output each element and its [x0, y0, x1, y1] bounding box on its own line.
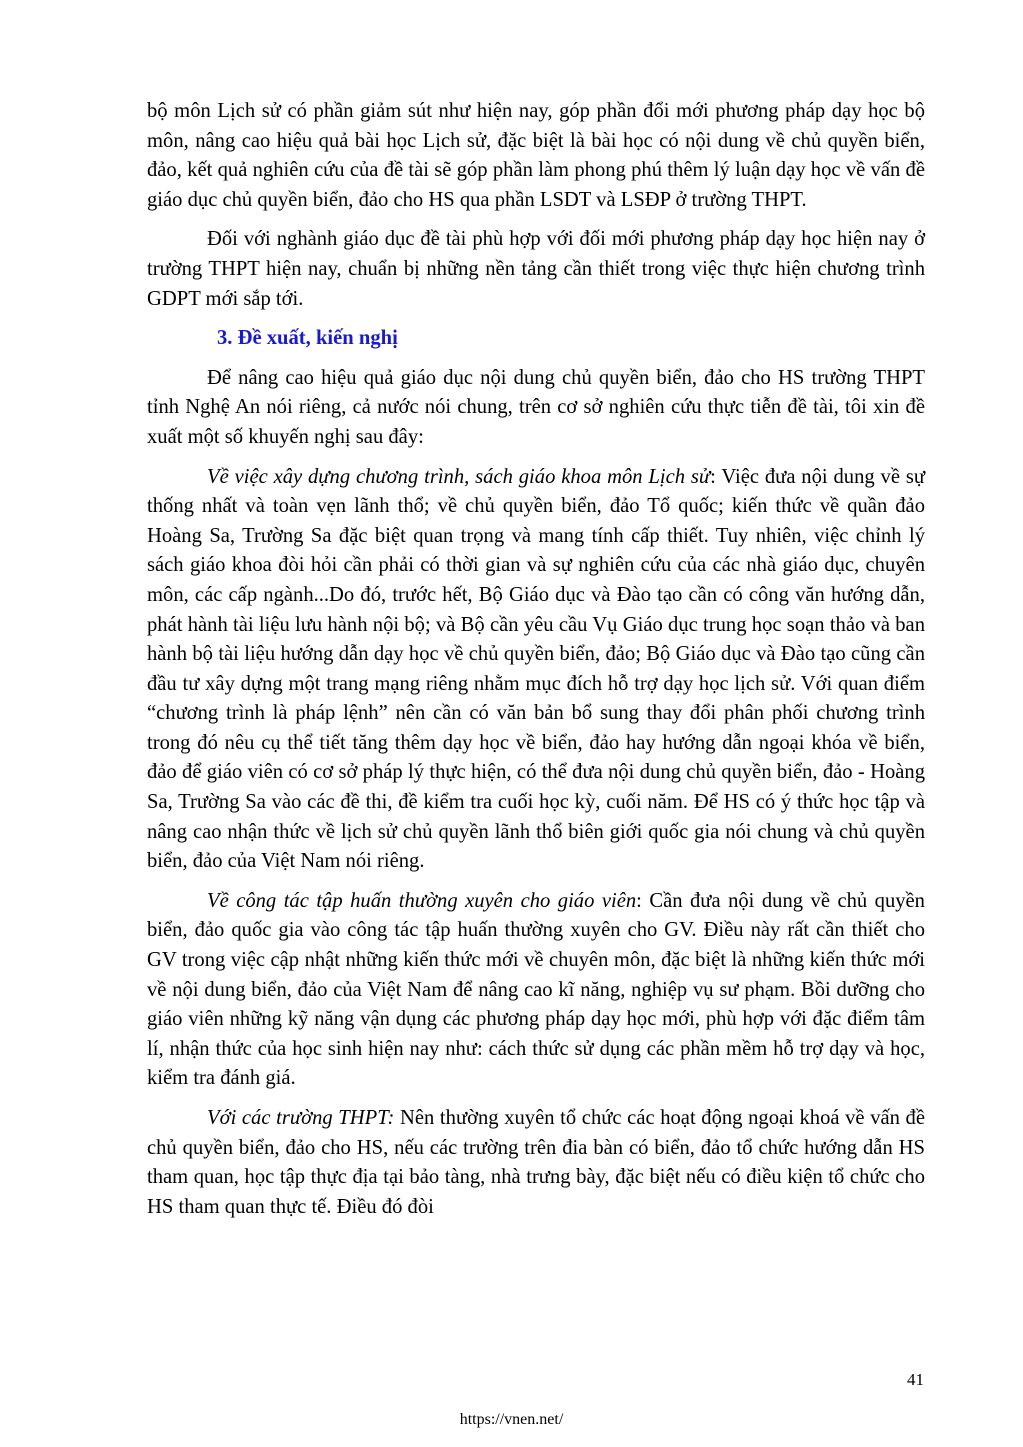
- paragraph-curriculum: [147, 463, 925, 877]
- paragraph-curriculum-lead: Về việc xây dựng chương trình, sách giáo khoa môn Lịch sử: [207, 465, 711, 488]
- paragraph-high-schools-lead: Với các trường THPT:: [207, 1107, 395, 1129]
- section-heading-proposals: 3. Đề xuất, kiến nghị: [217, 327, 398, 350]
- footer-url: https://vnen.net/: [459, 1411, 564, 1428]
- paragraph-curriculum-body: : Việc đưa nội dung về sự thống nhất và toàn vẹn lãnh thổ; về chủ quyền biển, đảo Tổ quốc; kiến thức về quần đảo Hoàng Sa, Trường Sa đặc biệt quan trọng và mang tính cấp thiết. Tuy nhiên, việc chỉnh lý sách giáo khoa đòi hỏi cần phải có thời gian và sự nghiên cứu của các nhà giáo dục, chuyên môn, các cấp ngành...Do đó, trước hết, Bộ Giáo dục và Đào tạo cần có công văn hướng dẫn, phát hành tài liệu lưu hành nội bộ; và Bộ cần yêu cầu Vụ Giáo dục trung học soạn thảo và ban hành bộ tài liệu hướng dẫn dạy học về chủ quyền biển, đảo; Bộ Giáo dục và Đào tạo cũng cần đầu tư xây dựng một trang mạng riêng nhằm mục đích hỗ trợ dạy học lịch sử. Với quan điểm “chương trình là pháp lệnh” nên cần có văn bản bổ sung thay đổi phân phối chương trình trong đó nêu cụ thể tiết tăng thêm dạy học về biển, đảo hay hướng dẫn ngoại khóa về biển, đảo để giáo viên có cơ sở pháp lý thực hiện, có thể đưa nội dung chủ quyền biển, đảo - Hoàng Sa, Trường Sa vào các đề thi, đề kiểm tra cuối học kỳ, cuối năm. Để HS có ý thức học tập và nâng cao nhận thức về lịch sử chủ quyền lãnh thổ biên giới quốc gia nói chung và chủ quyền biển, đảo của Việt Nam nói riêng.: [147, 465, 925, 873]
- paragraph-teacher-training: [147, 887, 925, 1094]
- document-page: [147, 97, 925, 1232]
- paragraph-teacher-training-body: : Cần đưa nội dung về chủ quyền biển, đảo quốc gia vào công tác tập huấn thường xuyên cho GV. Điều này rất cần thiết cho GV trong việc cập nhật những kiến thức mới về chuyên môn, đặc biệt là những kiến thức mới về nội dung biển, đảo của Việt Nam để nâng cao kĩ năng, nghiệp vụ sư phạm. Bồi dưỡng cho giáo viên những kỹ năng vận dụng các phương pháp dạy học mới, phù hợp với đặc điểm tâm lí, nhận thức của học sinh hiện nay như: cách thức sử dụng các phần mềm hỗ trợ dạy và học, kiểm tra đánh giá.: [147, 889, 925, 1090]
- paragraph-high-schools-body: Nên thường xuyên tổ chức các hoạt động ngoại khoá về vấn đề chủ quyền biển, đảo cho HS, nếu các trường trên đia bàn có biển, đảo tổ chức hướng dẫn HS tham quan, học tập thực địa tại bảo tàng, nhà trưng bày, đặc biệt nếu có điều kiện tổ chức cho HS tham quan thực tế. Điều đó đòi: [147, 1107, 925, 1218]
- page-number: 41: [907, 1370, 924, 1389]
- paragraph-high-schools: [147, 1104, 925, 1222]
- paragraph-teacher-training-lead: Về công tác tập huấn thường xuyên cho giáo viên: [207, 889, 637, 912]
- paragraph-education-sector: Đối với nghành giáo dục đề tài phù hợp với đối mới phương pháp dạy học hiện nay ở trường THPT hiện nay, chuẩn bị những nền tảng cần thiết trong việc thực hiện chương trình GDPT mới sắp tới.: [147, 228, 925, 310]
- paragraph-intro-continuation: bộ môn Lịch sử có phần giảm sút như hiện nay, góp phần đổi mới phương pháp dạy học bộ môn, nâng cao hiệu quả bài học Lịch sử, đặc biệt là bài học có nội dung về chủ quyền biển, đảo, kết quả nghiên cứu của đề tài sẽ góp phần làm phong phú thêm lý luận dạy học về vấn đề giáo dục chủ quyền biển, đảo cho HS qua phần LSDT và LSĐP ở trường THPT.: [147, 100, 925, 211]
- paragraph-proposals-intro: Để nâng cao hiệu quả giáo dục nội dung chủ quyền biển, đảo cho HS trường THPT tỉnh Nghệ An nói riêng, cả nước nói chung, trên cơ sở nghiên cứu thực tiễn đề tài, tôi xin đề xuất một số khuyến nghị sau đây:: [147, 366, 925, 448]
